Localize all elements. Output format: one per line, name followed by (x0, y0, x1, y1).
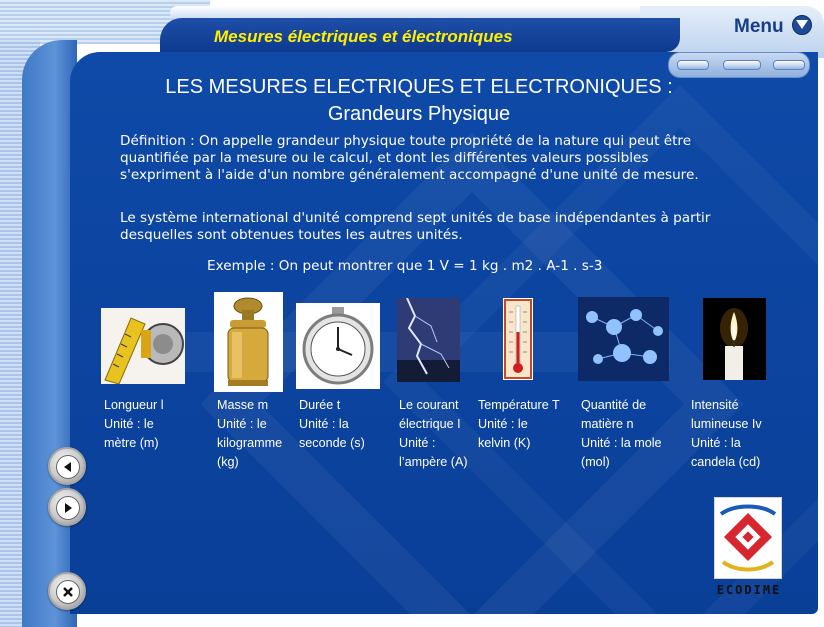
side-panel (22, 40, 77, 627)
thermometer-icon (503, 298, 533, 380)
close-button-face (56, 580, 80, 604)
brand-logo (714, 497, 784, 607)
chevron-down-icon (796, 20, 808, 30)
unit-caption-current: Le courant électrique I Unité : l’ampère (A) (399, 398, 468, 469)
close-button[interactable] (48, 572, 86, 610)
definition-text: Définition : On appelle grandeur physique toute propriété de la nature qui peut être quantifiée par la mesure ou le calcul, et dont les différentes valeurs possibles s'expriment à l'aide d'un nombre généralement accompagné d'une unité de mesure. (120, 133, 699, 183)
unit-caption-amount: Quantité de matière n Unité : la mole (mol) (581, 398, 662, 469)
next-button-face (56, 496, 80, 520)
lightning-icon (397, 298, 460, 382)
molecules-icon (578, 297, 669, 381)
page-title (100, 74, 738, 128)
close-icon (62, 586, 74, 598)
previous-button-face (56, 455, 80, 479)
molecules-image (578, 297, 669, 381)
weight-icon (214, 292, 283, 392)
unit-caption-length: Longueur l Unité : le mètre (m) (104, 398, 164, 450)
decor-pill (723, 60, 761, 70)
menu-label[interactable]: Menu (734, 16, 784, 37)
lightning-image (397, 298, 460, 382)
page-title-line2: Grandeurs Physique (327, 103, 511, 125)
ecodime-logo-icon (715, 498, 781, 578)
candle-icon (703, 298, 766, 380)
brand-name: ECODIME (716, 583, 782, 597)
stopwatch-image (296, 303, 380, 389)
unit-caption-time: Durée t Unité : la seconde (s) (299, 398, 365, 450)
logo-card (714, 497, 782, 579)
stopwatch-icon (296, 303, 380, 389)
previous-button[interactable] (48, 447, 86, 485)
unit-caption-temperature: Température T Unité : le kelvin (K) (478, 398, 560, 450)
unit-caption-mass: Masse m Unité : le kilogramme (kg) (217, 398, 283, 469)
menu-dropdown-button[interactable] (792, 15, 812, 35)
example-text: Exemple : On peut montrer que 1 V = 1 kg . m2 . A-1 . s-3 (207, 258, 603, 274)
decor-pill (773, 60, 805, 70)
unit-caption-luminous: Intensité lumineuse Iv Unité : la candela (cd) (691, 398, 762, 469)
app-title: Mesures électriques et électroniques (214, 27, 513, 46)
tape-measure-image (101, 308, 185, 384)
page-title-line1: LES MESURES ELECTRIQUES ET ELECTRONIQUES : (165, 76, 673, 98)
thermometer-image (503, 298, 533, 380)
decor-pill (677, 60, 709, 70)
next-button[interactable] (48, 488, 86, 526)
weight-image (214, 292, 283, 392)
next-arrow-icon (62, 502, 74, 514)
previous-arrow-icon (62, 461, 74, 473)
si-system-text: Le système international d'unité comprend sept unités de base indépendantes à partir desquelles sont obtenues toutes les autres unités. (120, 210, 711, 243)
tape-measure-icon (101, 308, 185, 384)
candle-image (703, 298, 766, 380)
